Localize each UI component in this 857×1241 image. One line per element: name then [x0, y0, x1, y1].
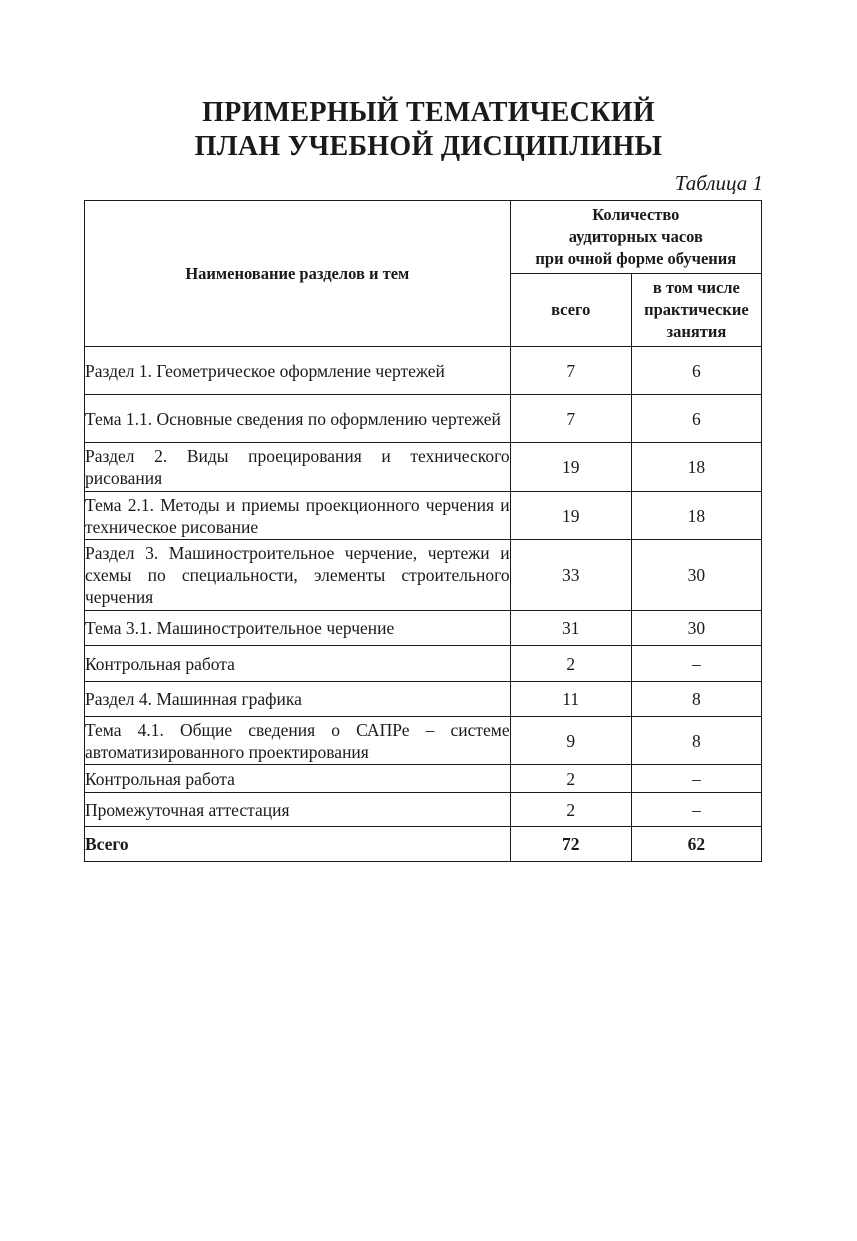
row-practical: – [631, 793, 761, 827]
row-practical: 18 [631, 443, 761, 492]
row-total: 33 [510, 540, 631, 611]
header-name-column [85, 201, 511, 347]
row-name: Тема 2.1. Методы и приемы проекционного черчения и техническое рисование [85, 492, 511, 540]
row-total: 2 [510, 765, 631, 793]
thematic-plan-table [84, 200, 762, 862]
table-row [85, 717, 762, 765]
row-total: 2 [510, 646, 631, 682]
header-hours-line-2: аудиторных часов [568, 227, 703, 246]
page-title [0, 96, 857, 164]
row-total: 31 [510, 611, 631, 646]
total-row-practical: 62 [631, 827, 761, 862]
header-practical-line-3: занятия [666, 322, 727, 341]
row-practical: 6 [631, 347, 761, 395]
table-row [85, 765, 762, 793]
row-name: Контрольная работа [85, 646, 511, 682]
row-total: 7 [510, 347, 631, 395]
row-name: Раздел 2. Виды проецирования и технического рисования [85, 443, 511, 492]
header-hours-line-1: Количество [592, 205, 680, 224]
table-row [85, 611, 762, 646]
table-row [85, 443, 762, 492]
table-caption: Таблица 1 [674, 171, 763, 195]
row-practical: 18 [631, 492, 761, 540]
row-name: Тема 4.1. Общие сведения о САПРе – системе автоматизированного проектирования [85, 717, 511, 765]
row-total: 11 [510, 682, 631, 717]
row-name: Тема 3.1. Машиностроительное черчение [85, 611, 511, 646]
table-row [85, 646, 762, 682]
header-total-column [510, 274, 631, 347]
row-name: Раздел 1. Геометрическое оформление чертежей [85, 347, 511, 395]
header-name-label: Наименование разделов и тем [185, 263, 410, 283]
table-row [85, 395, 762, 443]
header-hours-group [510, 201, 761, 274]
row-total: 2 [510, 793, 631, 827]
row-practical: 8 [631, 682, 761, 717]
total-row-name: Всего [85, 827, 511, 862]
row-name: Контрольная работа [85, 765, 511, 793]
row-name: Промежуточная аттестация [85, 793, 511, 827]
row-practical: – [631, 646, 761, 682]
row-total: 7 [510, 395, 631, 443]
header-practical-column [631, 274, 761, 347]
total-row-total: 72 [510, 827, 631, 862]
page-title-line-1: ПРИМЕРНЫЙ ТЕМАТИЧЕСКИЙ [202, 97, 655, 128]
table-row [85, 347, 762, 395]
header-practical-line-2: практические [644, 300, 749, 319]
row-name: Тема 1.1. Основные сведения по оформлению чертежей [85, 395, 511, 443]
header-practical-line-1: в том числе [652, 278, 740, 297]
row-total: 19 [510, 492, 631, 540]
row-practical: 30 [631, 540, 761, 611]
table-row [85, 540, 762, 611]
table-row [85, 492, 762, 540]
page-title-line-2: ПЛАН УЧЕБНОЙ ДИСЦИПЛИНЫ [194, 131, 663, 162]
row-practical: 6 [631, 395, 761, 443]
row-practical: – [631, 765, 761, 793]
row-total: 19 [510, 443, 631, 492]
table-total-row [85, 827, 762, 862]
row-practical: 8 [631, 717, 761, 765]
row-practical: 30 [631, 611, 761, 646]
table-row [85, 682, 762, 717]
header-total-label: всего [551, 300, 591, 319]
table-row [85, 793, 762, 827]
row-name: Раздел 3. Машиностроительное черчение, чертежи и схемы по специальности, элементы строительного черчения [85, 540, 511, 611]
row-total: 9 [510, 717, 631, 765]
header-hours-line-3: при очной форме обучения [535, 249, 737, 268]
row-name: Раздел 4. Машинная графика [85, 682, 511, 717]
